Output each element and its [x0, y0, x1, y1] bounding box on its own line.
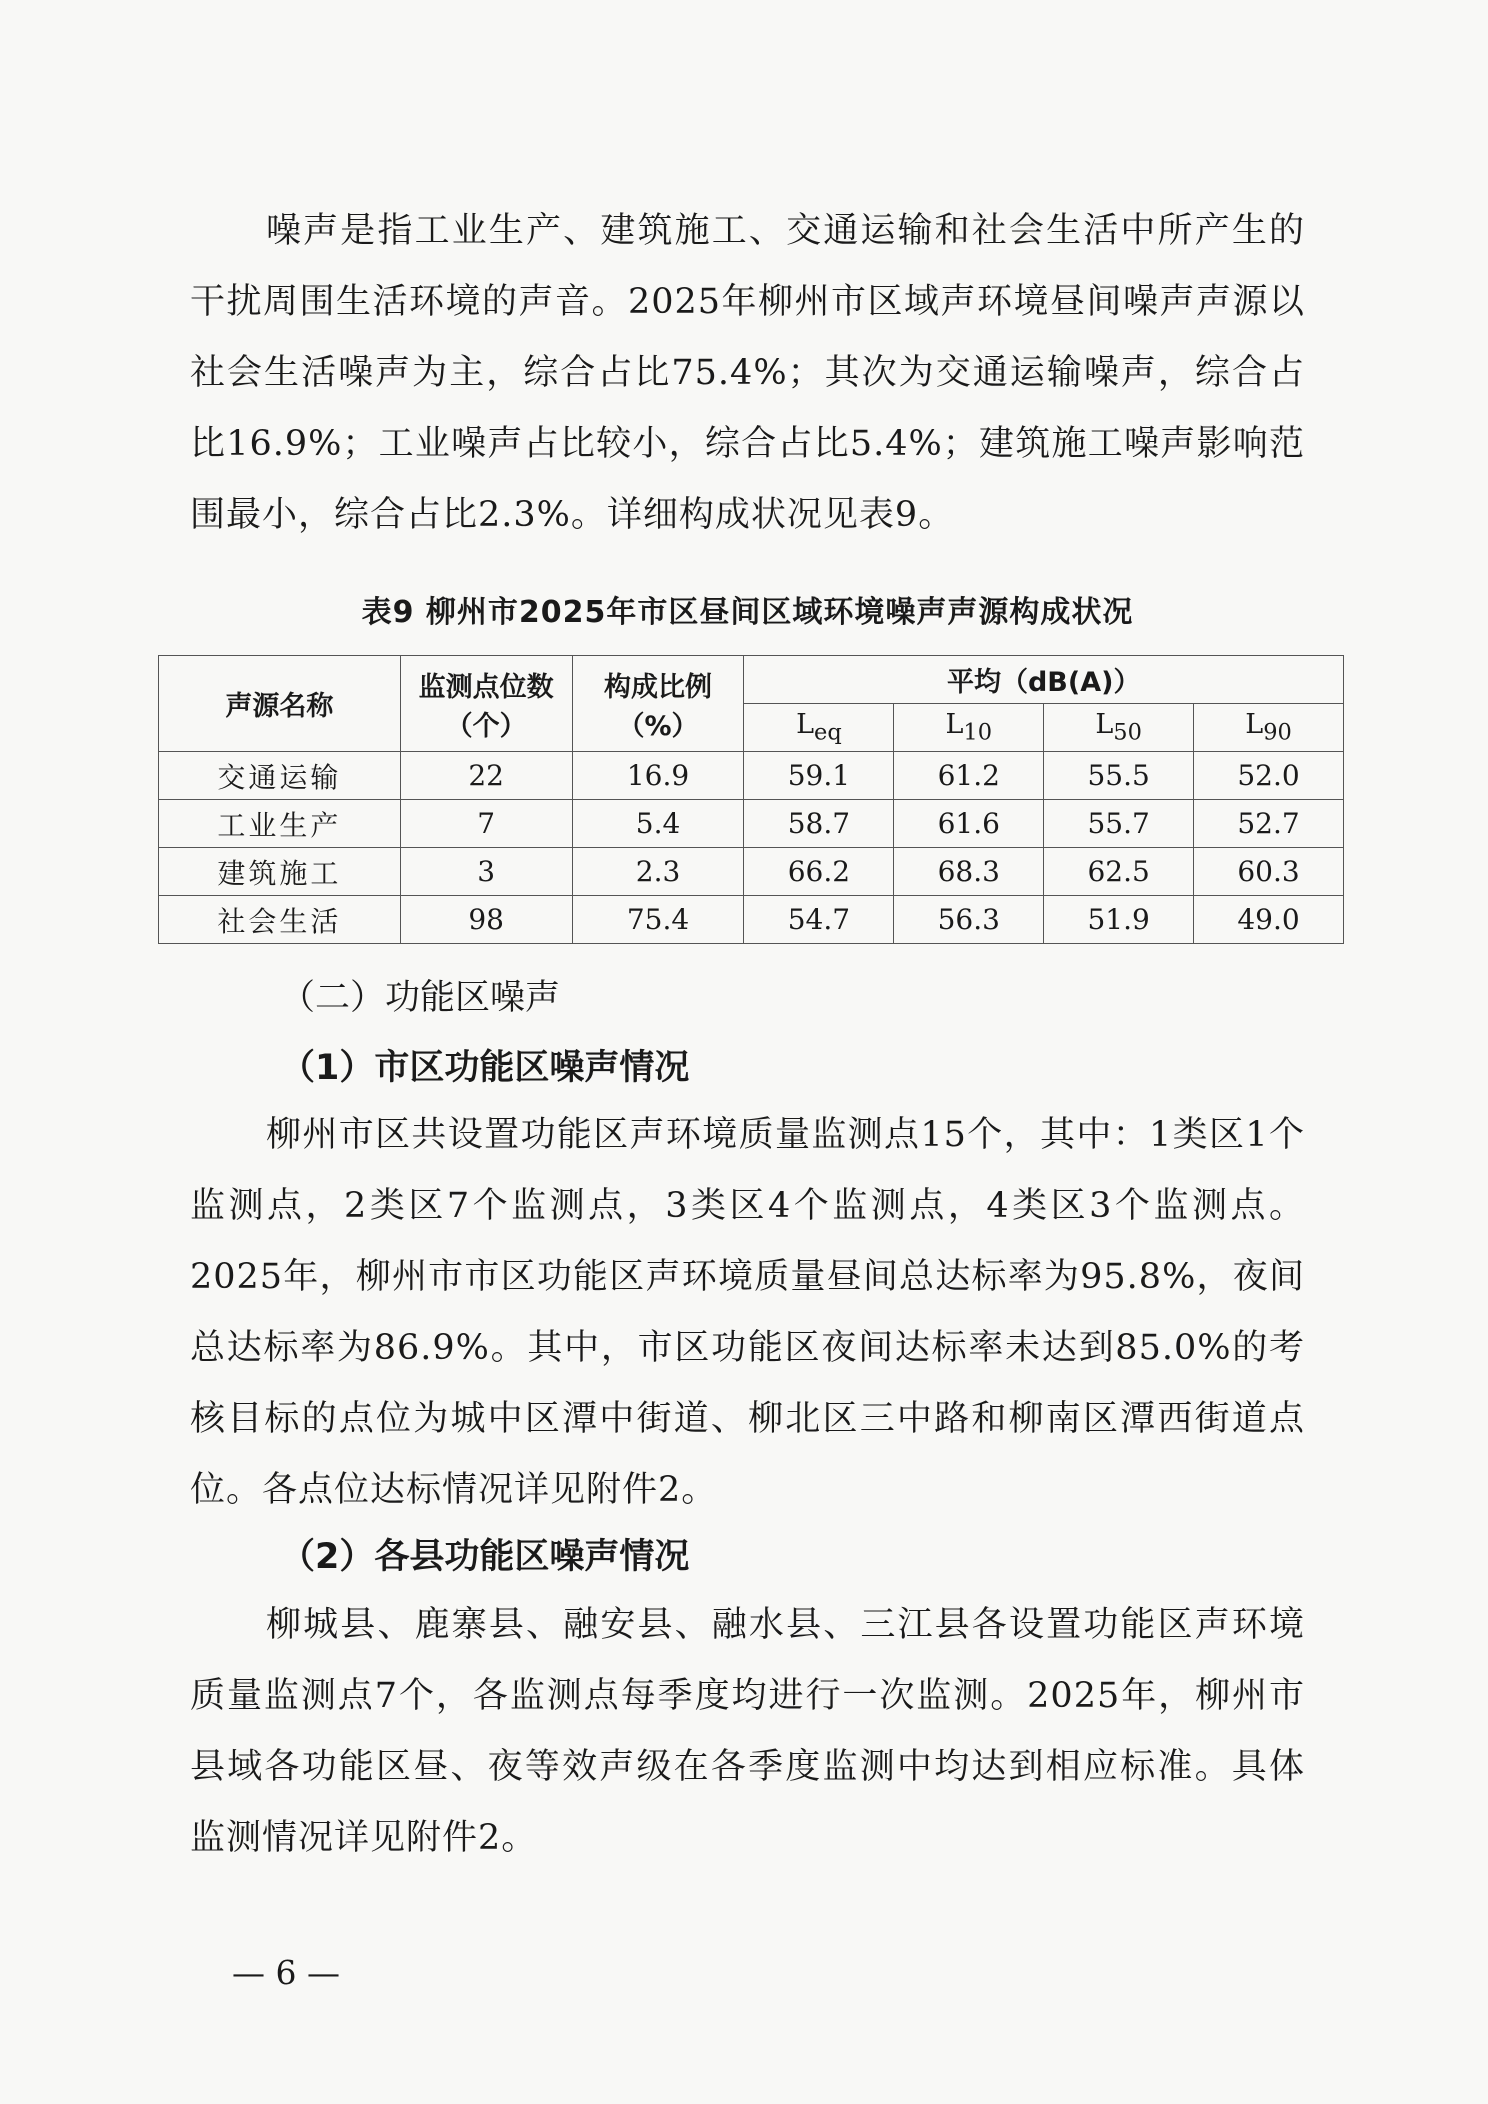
county-paragraph: 柳城县、鹿寨县、融安县、融水县、三江县各设置功能区声环境质量监测点7个，各监测点每季度均进行一次监测。2025年，柳州市县域各功能区昼、夜等效声级在各季度监测中均达到相应标准。具体监测情况详见附件2。: [190, 1605, 1305, 1858]
header-l50: $L_{50}$: [1044, 704, 1194, 752]
urban-heading: （1）市区功能区噪声情况: [280, 1048, 690, 1088]
table-row: 社会生活 98 75.4 54.7 56.3 51.9 49.0: [159, 896, 1344, 944]
intro-paragraph: 噪声是指工业生产、建筑施工、交通运输和社会生活中所产生的干扰周围生活环境的声音。2025年柳州市区域声环境昼间噪声声源以社会生活噪声为主，综合占比75.4%；其次为交通运输噪声，综合占比16.9%；工业噪声占比较小，综合占比5.4%；建筑施工噪声影响范围最小，综合占比2.3%。详细构成状况见表9。: [190, 211, 1305, 535]
section-heading: （二）功能区噪声: [280, 978, 561, 1018]
header-points: [400, 656, 572, 752]
table-row: 交通运输 22 16.9 59.1 61.2 55.5 52.0: [159, 752, 1344, 800]
table-row: 建筑施工 3 2.3 66.2 68.3 62.5 60.3: [159, 848, 1344, 896]
header-ratio-line2: （%）: [617, 710, 699, 742]
header-ratio: [572, 656, 744, 752]
header-ratio-line1: 构成比例: [604, 671, 713, 703]
table-header-row: [159, 656, 1344, 704]
noise-source-table: [158, 655, 1344, 944]
urban-paragraph: 柳州市区共设置功能区声环境质量监测点15个，其中：1类区1个监测点，2类区7个监测点，3类区4个监测点，4类区3个监测点。2025年，柳州市市区功能区声环境质量昼间总达标率为95.8%，夜间总达标率为86.9%。其中，市区功能区夜间达标率未达到85.0%的考核目标的点位为城中区潭中街道、柳北区三中路和柳南区潭西街道点位。各点位达标情况详见附件2。: [190, 1115, 1305, 1510]
header-points-line1: 监测点位数: [418, 671, 554, 703]
header-l10: $L_{10}$: [894, 704, 1044, 752]
county-heading: （2）各县功能区噪声情况: [280, 1537, 690, 1577]
header-points-line2: （个）: [445, 710, 527, 742]
page-number: — 6 —: [232, 1953, 340, 1992]
header-source: 声源名称: [159, 656, 401, 752]
header-average: 平均（dB(A)）: [744, 656, 1344, 704]
header-leq: $L_{eq}$: [744, 704, 894, 752]
header-l90: $L_{90}$: [1194, 704, 1344, 752]
table-row: 工业生产 7 5.4 58.7 61.6 55.7 52.7: [159, 800, 1344, 848]
table-caption: 表9 柳州市2025年市区昼间区域环境噪声声源构成状况: [361, 595, 1134, 630]
